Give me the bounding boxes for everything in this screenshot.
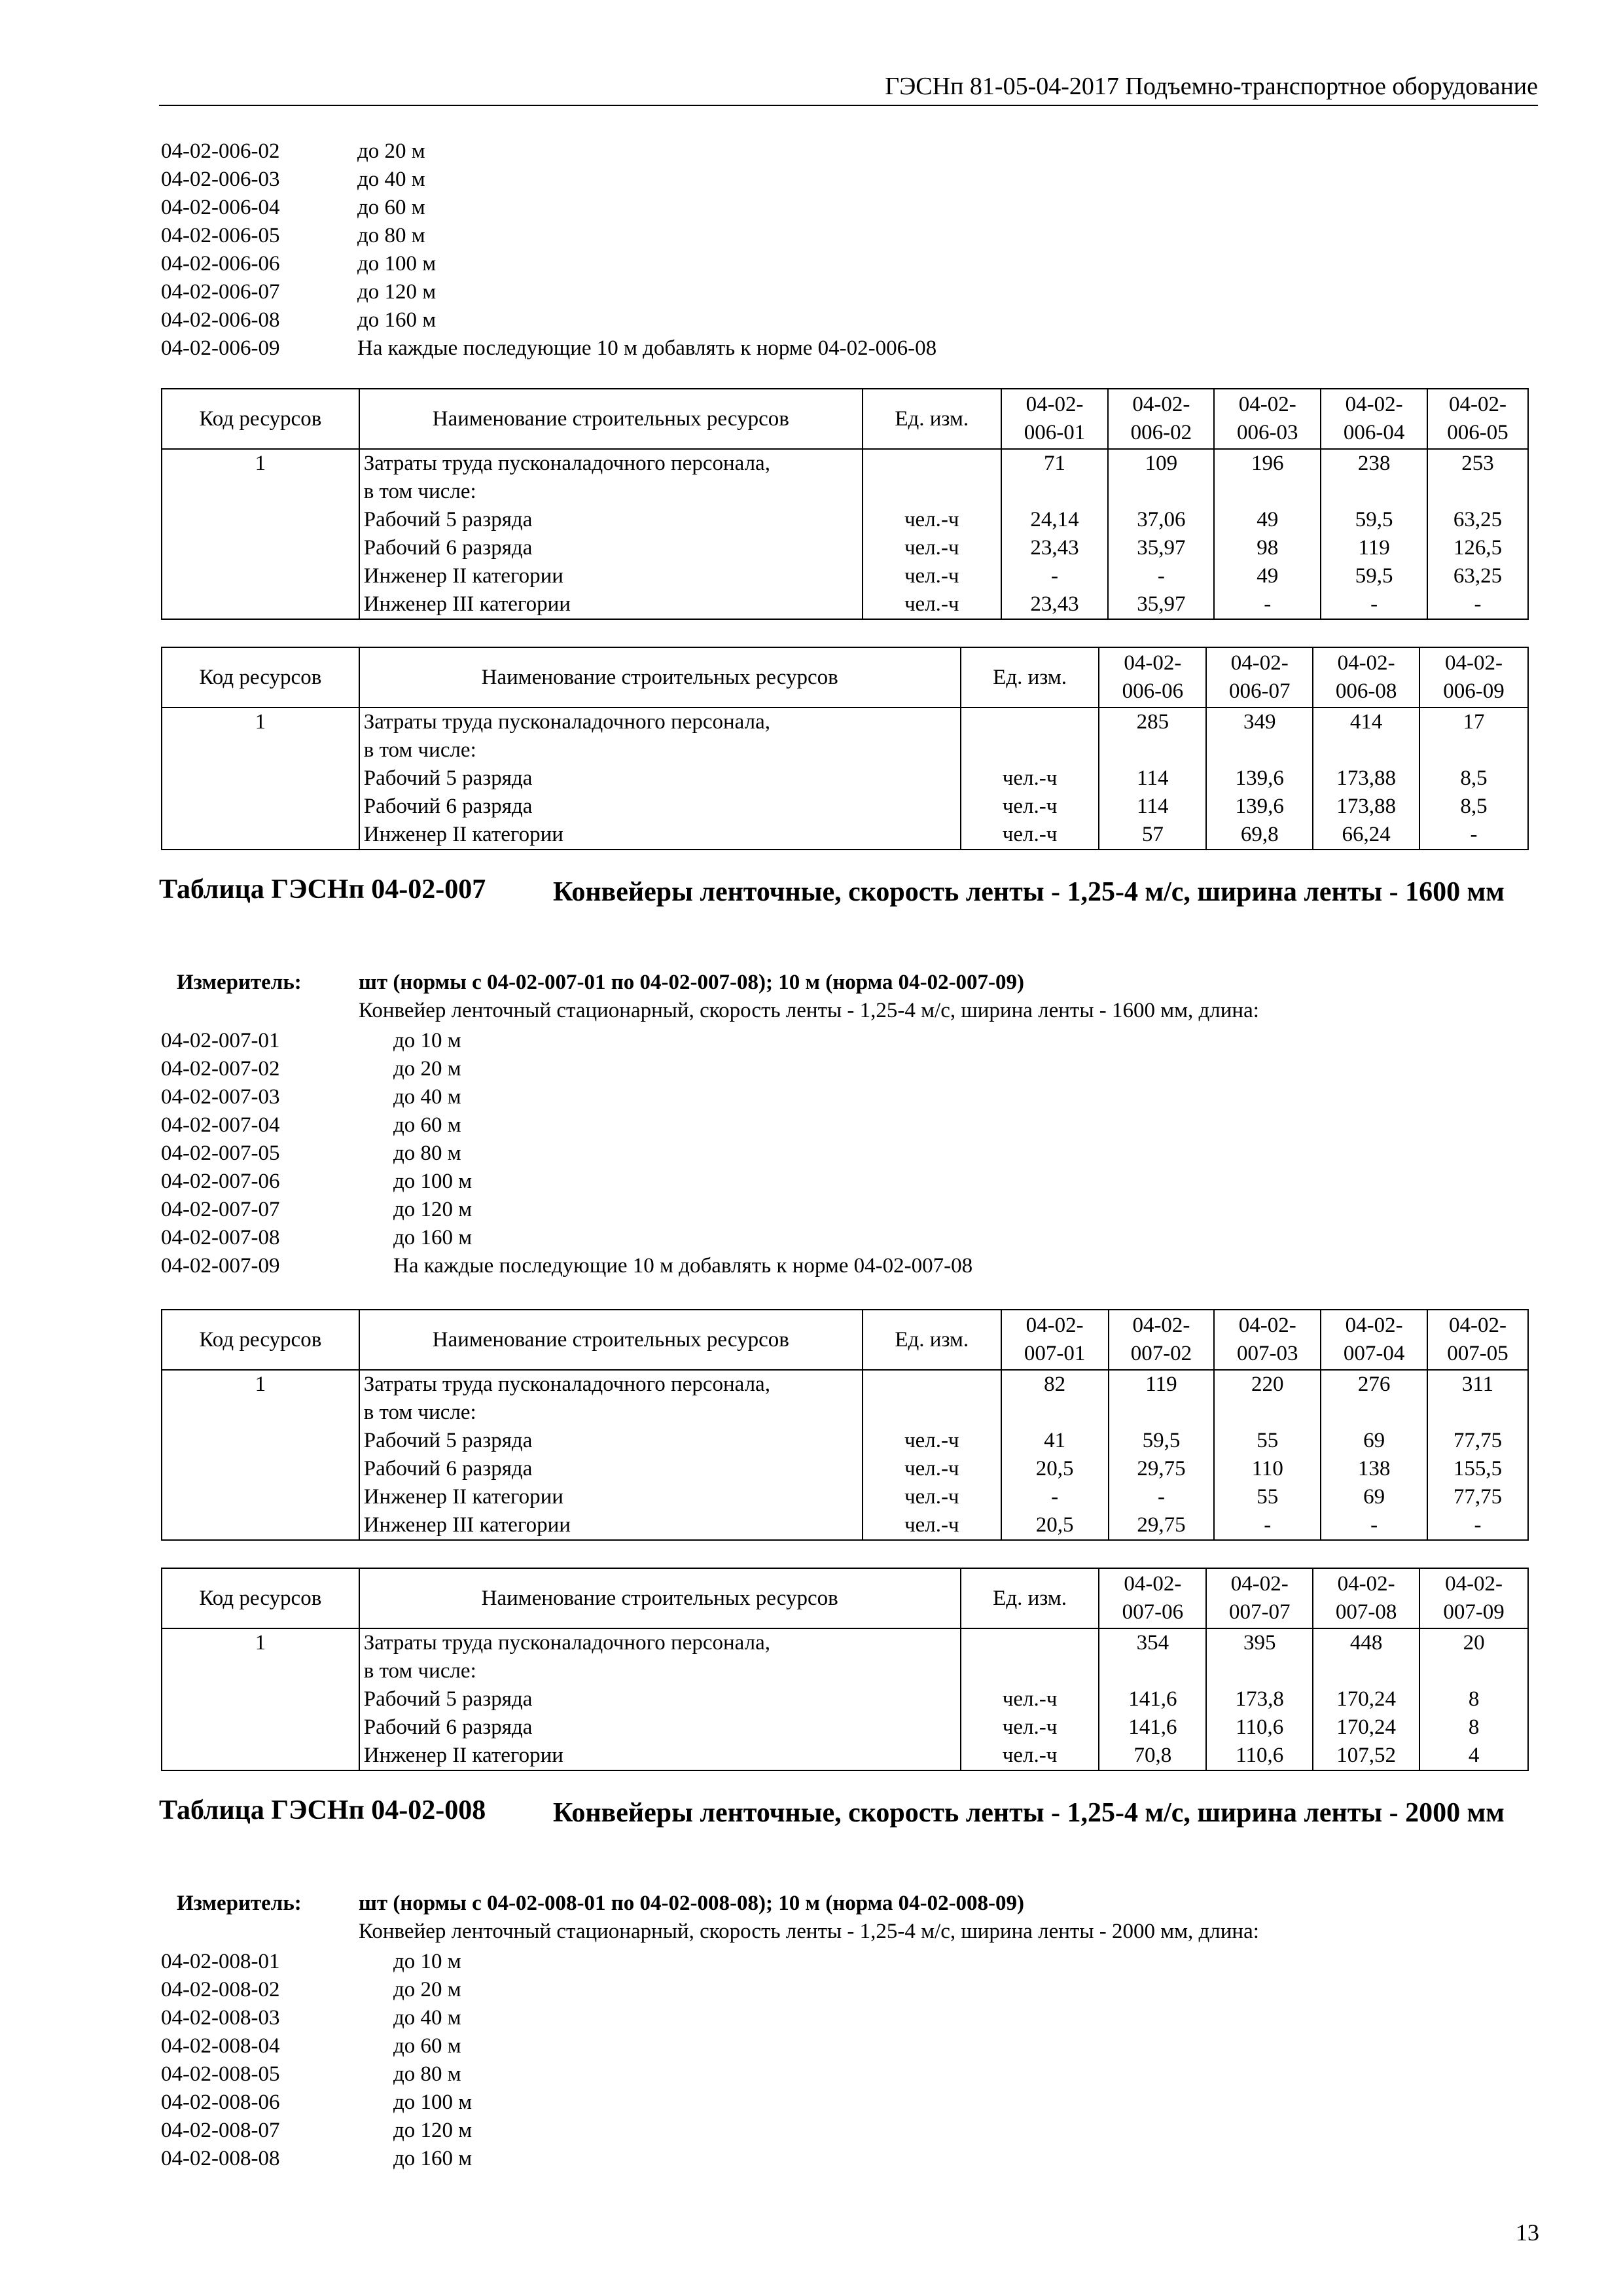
- resource-value: 173,88: [1313, 764, 1419, 793]
- table-title-007: Конвейеры ленточные, скорость ленты - 1,25-4 м/с, ширина ленты - 1600 мм: [553, 877, 1505, 907]
- norm-code: 04-02-007-06: [161, 1170, 280, 1193]
- col-header-norm: 04-02- 006-07: [1206, 647, 1313, 708]
- resource-code: [162, 1657, 359, 1685]
- resource-value: 49: [1214, 562, 1321, 590]
- resource-value: [1214, 1399, 1321, 1427]
- table-row: [162, 1427, 1528, 1455]
- resource-value: [1419, 736, 1528, 764]
- resource-code: [162, 1685, 359, 1713]
- resource-value: [1109, 1399, 1215, 1427]
- resource-value: 119: [1321, 534, 1427, 562]
- resource-unit: чел.-ч: [863, 534, 1001, 562]
- norm-code: 04-02-006-06: [161, 252, 280, 276]
- norm-code: 04-02-007-02: [161, 1057, 280, 1081]
- resource-unit: чел.-ч: [863, 1483, 1001, 1511]
- resource-value: [1001, 1399, 1109, 1427]
- resource-value: [1427, 1399, 1528, 1427]
- col-header-name: Наименование строительных ресурсов: [359, 1310, 863, 1370]
- resource-value: 170,24: [1313, 1713, 1419, 1742]
- resource-unit: чел.-ч: [961, 764, 1099, 793]
- resource-name: Рабочий 5 разряда: [359, 506, 863, 534]
- measure-label-007: Измеритель:: [177, 971, 302, 994]
- norm-description: до 10 м: [393, 1029, 461, 1052]
- resource-code: [162, 506, 359, 534]
- norm-code: 04-02-006-08: [161, 308, 280, 332]
- resource-value: 29,75: [1109, 1455, 1215, 1483]
- col-header-name: Наименование строительных ресурсов: [359, 389, 863, 449]
- resource-name: Затраты труда пусконаладочного персонала,: [359, 449, 863, 478]
- table-row: [162, 478, 1528, 506]
- resource-unit: чел.-ч: [961, 793, 1099, 821]
- resource-value: -: [1001, 1483, 1109, 1511]
- resource-value: 110,6: [1206, 1742, 1313, 1770]
- resource-value: -: [1321, 1511, 1427, 1540]
- col-header-norm: 04-02- 006-03: [1214, 389, 1321, 449]
- resource-name: Инженер II категории: [359, 1742, 961, 1770]
- resource-value: 4: [1419, 1742, 1528, 1770]
- resource-code: 1: [162, 449, 359, 478]
- resource-value: 8: [1419, 1713, 1528, 1742]
- norm-code: 04-02-008-08: [161, 2147, 280, 2170]
- resource-name: в том числе:: [359, 1657, 961, 1685]
- norm-description: до 100 м: [393, 2090, 473, 2114]
- norm-description: до 40 м: [393, 2006, 461, 2030]
- resource-code: [162, 1713, 359, 1742]
- resource-value: [1099, 736, 1206, 764]
- resource-name: Рабочий 6 разряда: [359, 534, 863, 562]
- resource-value: 17: [1419, 708, 1528, 736]
- norm-description: до 60 м: [393, 1113, 461, 1137]
- resource-value: 23,43: [1001, 590, 1109, 619]
- resource-unit: [961, 708, 1099, 736]
- resource-code: [162, 1483, 359, 1511]
- resource-code: [162, 1742, 359, 1770]
- resource-name: Затраты труда пусконаладочного персонала,: [359, 1370, 863, 1399]
- resource-value: 170,24: [1313, 1685, 1419, 1713]
- norm-code: 04-02-006-02: [161, 139, 280, 163]
- norm-description: до 20 м: [357, 139, 425, 163]
- resource-value: -: [1109, 1483, 1215, 1511]
- norm-description: На каждые последующие 10 м добавлять к норме 04-02-006-08: [357, 336, 937, 360]
- resource-name: Затраты труда пусконаладочного персонала,: [359, 1628, 961, 1657]
- resource-name: Инженер III категории: [359, 590, 863, 619]
- resource-value: 35,97: [1108, 590, 1214, 619]
- resource-value: 139,6: [1206, 793, 1313, 821]
- col-header-norm: 04-02- 007-04: [1321, 1310, 1427, 1370]
- norm-code: 04-02-006-05: [161, 224, 280, 247]
- resource-name: Инженер II категории: [359, 821, 961, 850]
- table-row: [162, 821, 1528, 850]
- resource-value: [1206, 1657, 1313, 1685]
- norm-description: до 120 м: [393, 2119, 473, 2142]
- col-header-norm: 04-02- 007-05: [1427, 1310, 1528, 1370]
- resource-unit: [863, 1370, 1001, 1399]
- measure-value-008: шт (нормы с 04-02-008-01 по 04-02-008-08); 10 м (норма 04-02-008-09): [359, 1892, 1025, 1915]
- resource-code: [162, 1427, 359, 1455]
- col-header-norm: 04-02- 006-04: [1321, 389, 1427, 449]
- resource-value: 354: [1099, 1628, 1206, 1657]
- col-header-norm: 04-02- 006-08: [1313, 647, 1419, 708]
- resource-value: 141,6: [1099, 1685, 1206, 1713]
- norm-code: 04-02-007-01: [161, 1029, 280, 1052]
- resource-unit: чел.-ч: [863, 1511, 1001, 1540]
- norm-code: 04-02-006-07: [161, 280, 280, 304]
- resource-code: [162, 793, 359, 821]
- resource-value: 37,06: [1108, 506, 1214, 534]
- resource-unit: чел.-ч: [961, 1713, 1099, 1742]
- resource-value: 63,25: [1427, 506, 1528, 534]
- table-row: [162, 1455, 1528, 1483]
- resource-value: 114: [1099, 764, 1206, 793]
- norm-description: до 60 м: [393, 2034, 461, 2058]
- resource-code: 1: [162, 708, 359, 736]
- resource-value: 126,5: [1427, 534, 1528, 562]
- resource-unit: чел.-ч: [961, 1742, 1099, 1770]
- page-number: 13: [1516, 2219, 1539, 2246]
- resource-value: 55: [1214, 1427, 1321, 1455]
- norm-description: до 120 м: [393, 1198, 473, 1221]
- resource-value: 139,6: [1206, 764, 1313, 793]
- norm-code: 04-02-007-09: [161, 1254, 280, 1278]
- col-header-name: Наименование строительных ресурсов: [359, 1568, 961, 1628]
- table-label-008: Таблица ГЭСНп 04-02-008: [159, 1795, 486, 1825]
- resource-unit: [863, 449, 1001, 478]
- resource-table-007-b: [161, 1568, 1529, 1771]
- resource-value: 20: [1419, 1628, 1528, 1657]
- norm-description: до 60 м: [357, 196, 425, 219]
- resource-unit: чел.-ч: [863, 1427, 1001, 1455]
- resource-value: -: [1214, 1511, 1321, 1540]
- norm-code: 04-02-008-05: [161, 2062, 280, 2086]
- resource-name: Рабочий 6 разряда: [359, 793, 961, 821]
- norm-code: 04-02-006-09: [161, 336, 280, 360]
- resource-code: [162, 534, 359, 562]
- norm-code: 04-02-008-07: [161, 2119, 280, 2142]
- col-header-norm: 04-02- 006-06: [1099, 647, 1206, 708]
- resource-code: [162, 736, 359, 764]
- resource-value: 77,75: [1427, 1427, 1528, 1455]
- resource-code: 1: [162, 1628, 359, 1657]
- col-header-norm: 04-02- 007-03: [1214, 1310, 1321, 1370]
- norm-description: до 160 м: [357, 308, 437, 332]
- col-header-unit: Ед. изм.: [961, 1568, 1099, 1628]
- resource-value: 8,5: [1419, 764, 1528, 793]
- col-header-unit: Ед. изм.: [863, 389, 1001, 449]
- table-row: [162, 1742, 1528, 1770]
- resource-unit: чел.-ч: [863, 1455, 1001, 1483]
- norm-code: 04-02-006-03: [161, 168, 280, 191]
- norm-code: 04-02-008-01: [161, 1950, 280, 1973]
- resource-value: 110: [1214, 1455, 1321, 1483]
- resource-value: 119: [1109, 1370, 1215, 1399]
- norm-code: 04-02-008-02: [161, 1978, 280, 2001]
- table-row: [162, 449, 1528, 478]
- resource-code: [162, 478, 359, 506]
- resource-name: в том числе:: [359, 1399, 863, 1427]
- resource-value: -: [1419, 821, 1528, 850]
- resource-value: 311: [1427, 1370, 1528, 1399]
- col-header-norm: 04-02- 007-06: [1099, 1568, 1206, 1628]
- resource-name: Рабочий 6 разряда: [359, 1713, 961, 1742]
- resource-name: Инженер II категории: [359, 562, 863, 590]
- resource-value: 24,14: [1001, 506, 1109, 534]
- resource-value: [1427, 478, 1528, 506]
- resource-value: -: [1427, 590, 1528, 619]
- col-header-norm: 04-02- 007-08: [1313, 1568, 1419, 1628]
- norm-code: 04-02-007-08: [161, 1226, 280, 1249]
- resource-value: 57: [1099, 821, 1206, 850]
- norm-code: 04-02-006-04: [161, 196, 280, 219]
- norm-description: до 80 м: [357, 224, 425, 247]
- resource-value: 49: [1214, 506, 1321, 534]
- resource-value: 59,5: [1321, 562, 1427, 590]
- resource-value: 114: [1099, 793, 1206, 821]
- resource-value: [1419, 1657, 1528, 1685]
- resource-name: Инженер III категории: [359, 1511, 863, 1540]
- norm-code: 04-02-007-07: [161, 1198, 280, 1221]
- col-header-code: Код ресурсов: [162, 389, 359, 449]
- norm-description: до 10 м: [393, 1950, 461, 1973]
- measure-label-008: Измеритель:: [177, 1892, 302, 1915]
- resource-value: 66,24: [1313, 821, 1419, 850]
- resource-value: -: [1321, 590, 1427, 619]
- col-header-norm: 04-02- 006-09: [1419, 647, 1528, 708]
- resource-name: Затраты труда пусконаладочного персонала,: [359, 708, 961, 736]
- resource-value: 59,5: [1109, 1427, 1215, 1455]
- norm-code: 04-02-007-03: [161, 1085, 280, 1109]
- resource-unit: чел.-ч: [863, 506, 1001, 534]
- resource-unit: [961, 1628, 1099, 1657]
- resource-name: Рабочий 5 разряда: [359, 1685, 961, 1713]
- resource-value: 29,75: [1109, 1511, 1215, 1540]
- resource-name: Инженер II категории: [359, 1483, 863, 1511]
- norm-description: до 120 м: [357, 280, 437, 304]
- resource-code: [162, 821, 359, 850]
- resource-value: 20,5: [1001, 1455, 1109, 1483]
- resource-code: [162, 590, 359, 619]
- col-header-norm: 04-02- 007-02: [1109, 1310, 1215, 1370]
- col-header-code: Код ресурсов: [162, 1568, 359, 1628]
- table-row: [162, 1399, 1528, 1427]
- resource-name: Рабочий 5 разряда: [359, 764, 961, 793]
- norm-description: до 100 м: [357, 252, 437, 276]
- col-header-name: Наименование строительных ресурсов: [359, 647, 961, 708]
- resource-value: [1001, 478, 1109, 506]
- resource-value: 155,5: [1427, 1455, 1528, 1483]
- col-header-norm: 04-02- 007-09: [1419, 1568, 1528, 1628]
- resource-unit: [863, 1399, 1001, 1427]
- norm-description: до 40 м: [357, 168, 425, 191]
- resource-value: [1321, 478, 1427, 506]
- resource-code: [162, 764, 359, 793]
- resource-value: 110,6: [1206, 1713, 1313, 1742]
- table-row: [162, 1685, 1528, 1713]
- norm-description: до 160 м: [393, 1226, 473, 1249]
- table-row: [162, 736, 1528, 764]
- resource-value: 59,5: [1321, 506, 1427, 534]
- resource-code: [162, 1511, 359, 1540]
- resource-unit: чел.-ч: [863, 590, 1001, 619]
- resource-value: 69: [1321, 1427, 1427, 1455]
- resource-value: [1313, 736, 1419, 764]
- table-row: [162, 1511, 1528, 1540]
- resource-value: 253: [1427, 449, 1528, 478]
- resource-name: Рабочий 5 разряда: [359, 1427, 863, 1455]
- resource-value: 196: [1214, 449, 1321, 478]
- table-row: [162, 1657, 1528, 1685]
- resource-value: 82: [1001, 1370, 1109, 1399]
- norm-description: до 80 м: [393, 2062, 461, 2086]
- norm-code: 04-02-007-04: [161, 1113, 280, 1137]
- norm-description: до 100 м: [393, 1170, 473, 1193]
- resource-value: -: [1108, 562, 1214, 590]
- table-row: [162, 534, 1528, 562]
- resource-value: 69: [1321, 1483, 1427, 1511]
- col-header-norm: 04-02- 006-01: [1001, 389, 1109, 449]
- table-row: [162, 764, 1528, 793]
- resource-value: 395: [1206, 1628, 1313, 1657]
- resource-unit: чел.-ч: [863, 562, 1001, 590]
- col-header-norm: 04-02- 006-05: [1427, 389, 1528, 449]
- norm-description: до 40 м: [393, 1085, 461, 1109]
- resource-value: 141,6: [1099, 1713, 1206, 1742]
- resource-name: в том числе:: [359, 478, 863, 506]
- col-header-code: Код ресурсов: [162, 647, 359, 708]
- measure-desc-008: Конвейер ленточный стационарный, скорость ленты - 1,25-4 м/с, ширина ленты - 2000 мм, длина:: [359, 1920, 1259, 1943]
- col-header-unit: Ед. изм.: [961, 647, 1099, 708]
- col-header-norm: 04-02- 006-02: [1108, 389, 1214, 449]
- resource-table-006-b: [161, 647, 1529, 850]
- resource-value: 173,88: [1313, 793, 1419, 821]
- resource-value: 63,25: [1427, 562, 1528, 590]
- norm-description: На каждые последующие 10 м добавлять к норме 04-02-007-08: [393, 1254, 973, 1278]
- resource-code: [162, 1399, 359, 1427]
- norm-description: до 20 м: [393, 1978, 461, 2001]
- resource-unit: [961, 736, 1099, 764]
- norm-description: до 20 м: [393, 1057, 461, 1081]
- norm-description: до 80 м: [393, 1141, 461, 1165]
- resource-value: -: [1427, 1511, 1528, 1540]
- resource-code: [162, 562, 359, 590]
- resource-table-007-a: [161, 1309, 1529, 1541]
- resource-value: [1321, 1399, 1427, 1427]
- norm-code: 04-02-008-06: [161, 2090, 280, 2114]
- resource-table-006-a: [161, 388, 1529, 620]
- resource-value: [1214, 478, 1321, 506]
- resource-code: 1: [162, 1370, 359, 1399]
- resource-value: -: [1214, 590, 1321, 619]
- table-label-007: Таблица ГЭСНп 04-02-007: [159, 874, 486, 905]
- resource-value: 448: [1313, 1628, 1419, 1657]
- resource-value: [1099, 1657, 1206, 1685]
- resource-unit: чел.-ч: [961, 1685, 1099, 1713]
- table-row: [162, 1483, 1528, 1511]
- norm-description: до 160 м: [393, 2147, 473, 2170]
- resource-value: 220: [1214, 1370, 1321, 1399]
- resource-code: [162, 1455, 359, 1483]
- table-row: [162, 590, 1528, 619]
- measure-desc-007: Конвейер ленточный стационарный, скорость ленты - 1,25-4 м/с, ширина ленты - 1600 мм, длина:: [359, 999, 1259, 1022]
- col-header-norm: 04-02- 007-01: [1001, 1310, 1109, 1370]
- table-title-008: Конвейеры ленточные, скорость ленты - 1,25-4 м/с, ширина ленты - 2000 мм: [553, 1798, 1505, 1828]
- resource-value: 69,8: [1206, 821, 1313, 850]
- resource-value: 109: [1108, 449, 1214, 478]
- resource-value: 55: [1214, 1483, 1321, 1511]
- resource-unit: [961, 1657, 1099, 1685]
- resource-value: 23,43: [1001, 534, 1109, 562]
- measure-value-007: шт (нормы с 04-02-007-01 по 04-02-007-08); 10 м (норма 04-02-007-09): [359, 971, 1025, 994]
- running-header: ГЭСНп 81-05-04-2017 Подъемно-транспортное оборудование: [885, 73, 1538, 100]
- resource-name: в том числе:: [359, 736, 961, 764]
- resource-value: 107,52: [1313, 1742, 1419, 1770]
- table-row: [162, 562, 1528, 590]
- resource-value: 414: [1313, 708, 1419, 736]
- resource-value: 71: [1001, 449, 1109, 478]
- resource-value: 20,5: [1001, 1511, 1109, 1540]
- col-header-unit: Ед. изм.: [863, 1310, 1001, 1370]
- norm-code: 04-02-008-04: [161, 2034, 280, 2058]
- table-row: [162, 793, 1528, 821]
- resource-name: Рабочий 6 разряда: [359, 1455, 863, 1483]
- resource-value: 98: [1214, 534, 1321, 562]
- resource-unit: чел.-ч: [961, 821, 1099, 850]
- resource-value: 349: [1206, 708, 1313, 736]
- resource-value: 238: [1321, 449, 1427, 478]
- table-row: [162, 1370, 1528, 1399]
- resource-value: [1206, 736, 1313, 764]
- resource-value: [1313, 1657, 1419, 1685]
- col-header-norm: 04-02- 007-07: [1206, 1568, 1313, 1628]
- resource-value: 41: [1001, 1427, 1109, 1455]
- resource-value: 138: [1321, 1455, 1427, 1483]
- resource-value: 35,97: [1108, 534, 1214, 562]
- resource-value: 173,8: [1206, 1685, 1313, 1713]
- resource-value: 285: [1099, 708, 1206, 736]
- resource-value: 8: [1419, 1685, 1528, 1713]
- resource-value: 276: [1321, 1370, 1427, 1399]
- resource-value: -: [1001, 562, 1109, 590]
- resource-value: 77,75: [1427, 1483, 1528, 1511]
- header-rule: [159, 105, 1538, 106]
- col-header-code: Код ресурсов: [162, 1310, 359, 1370]
- norm-code: 04-02-007-05: [161, 1141, 280, 1165]
- resource-value: [1108, 478, 1214, 506]
- table-row: [162, 708, 1528, 736]
- table-row: [162, 1628, 1528, 1657]
- table-row: [162, 506, 1528, 534]
- table-row: [162, 1713, 1528, 1742]
- norm-code: 04-02-008-03: [161, 2006, 280, 2030]
- resource-value: 8,5: [1419, 793, 1528, 821]
- resource-unit: [863, 478, 1001, 506]
- resource-value: 70,8: [1099, 1742, 1206, 1770]
